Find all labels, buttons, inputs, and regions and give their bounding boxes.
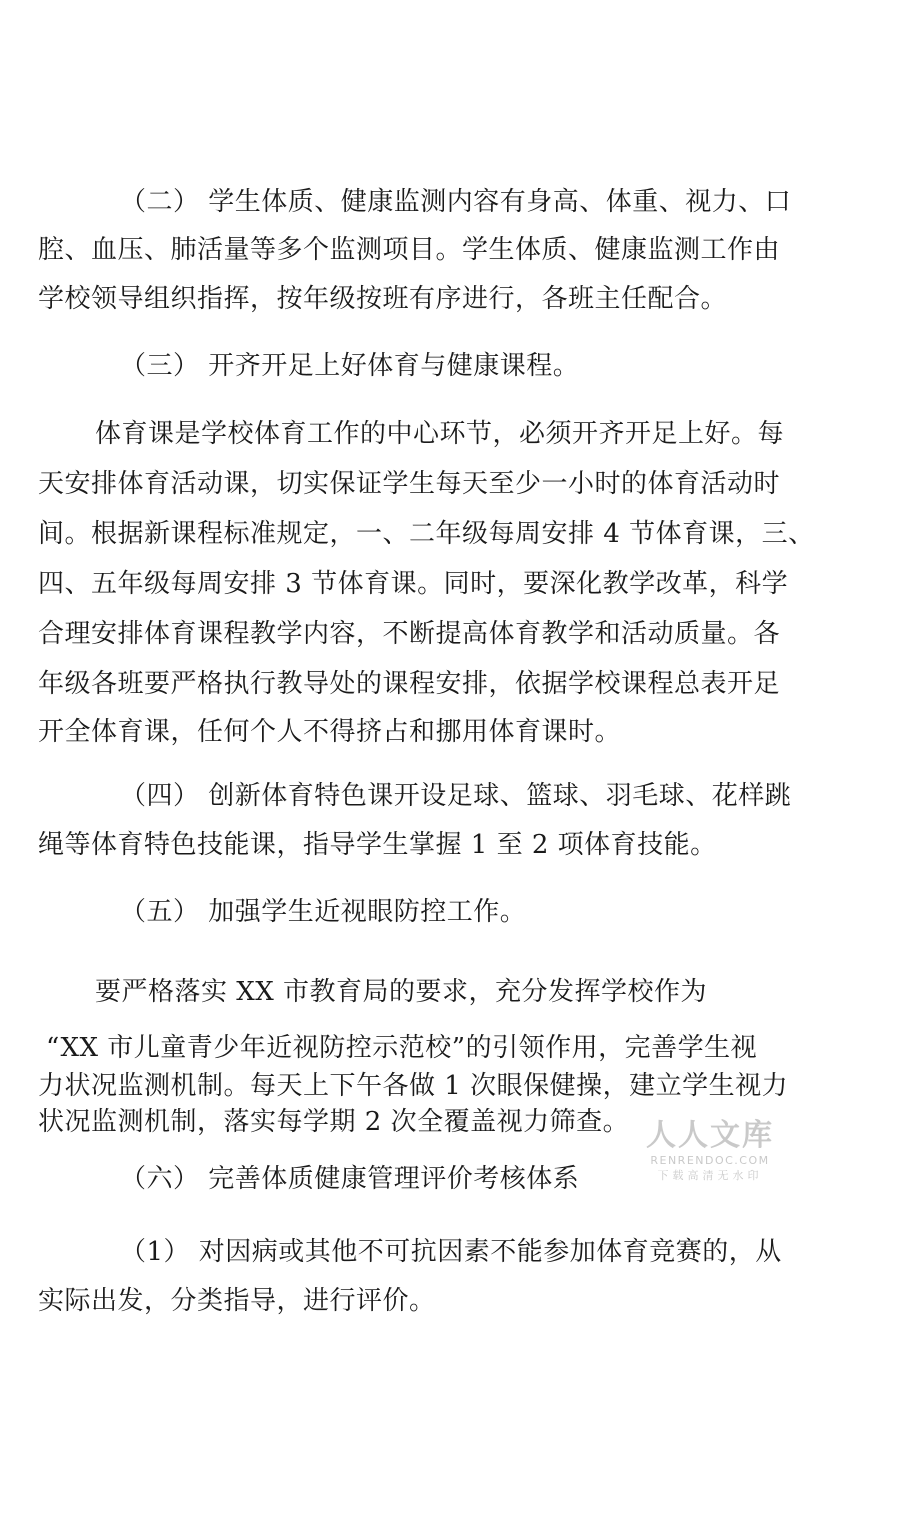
- text-line: 绳等体育特色技能课，指导学生掌握 1 至 2 项体育技能。: [38, 830, 717, 860]
- text-line: 力状况监测机制。每天上下午各做 1 次眼保健操，建立学生视力: [38, 1071, 789, 1101]
- text-line: 体育课是学校体育工作的中心环节，必须开齐开足上好。每: [95, 419, 785, 449]
- watermark-title: 人人文库: [646, 1118, 774, 1153]
- text-line: （六） 完善体质健康管理评价考核体系: [120, 1164, 580, 1194]
- text-line: （二） 学生体质、健康监测内容有身高、体重、视力、口: [120, 187, 792, 217]
- text-line: 天安排体育活动课，切实保证学生每天至少一小时的体育活动时: [38, 469, 781, 499]
- text-line: 要严格落实 XX 市教育局的要求，充分发挥学校作为: [95, 977, 708, 1007]
- text-line: 状况监测机制，落实每学期 2 次全覆盖视力筛查。: [38, 1107, 630, 1137]
- text-line: 开全体育课，任何个人不得挤占和挪用体育课时。: [38, 717, 622, 747]
- watermark: [645, 1118, 775, 1184]
- text-line: 四、五年级每周安排 3 节体育课。同时，要深化教学改革，科学: [38, 569, 789, 599]
- text-line: 年级各班要严格执行教导处的课程安排，依据学校课程总表开足: [38, 669, 781, 699]
- text-line: “XX 市儿童青少年近视防控示范校”的引领作用，完善学生视: [46, 1033, 758, 1063]
- text-line: （三） 开齐开足上好体育与健康课程。: [120, 351, 580, 381]
- text-line: 间。根据新课程标准规定，一、二年级每周安排 4 节体育课，三、: [38, 519, 815, 549]
- watermark-subtitle: 下载高清无水印: [657, 1169, 763, 1182]
- text-line: 实际出发，分类指导，进行评价。: [38, 1286, 436, 1316]
- watermark-url: RENRENDOC.COM: [650, 1154, 770, 1167]
- text-line: 学校领导组织指挥，按年级按班有序进行，各班主任配合。: [38, 284, 728, 314]
- text-line: （1） 对因病或其他不可抗因素不能参加体育竞赛的，从: [120, 1237, 782, 1267]
- text-line: （四） 创新体育特色课开设足球、篮球、羽毛球、花样跳: [120, 781, 792, 811]
- text-line: （五） 加强学生近视眼防控工作。: [120, 897, 527, 927]
- text-line: 合理安排体育课程教学内容，不断提高体育教学和活动质量。各: [38, 619, 781, 649]
- text-line: 腔、血压、肺活量等多个监测项目。学生体质、健康监测工作由: [38, 235, 781, 265]
